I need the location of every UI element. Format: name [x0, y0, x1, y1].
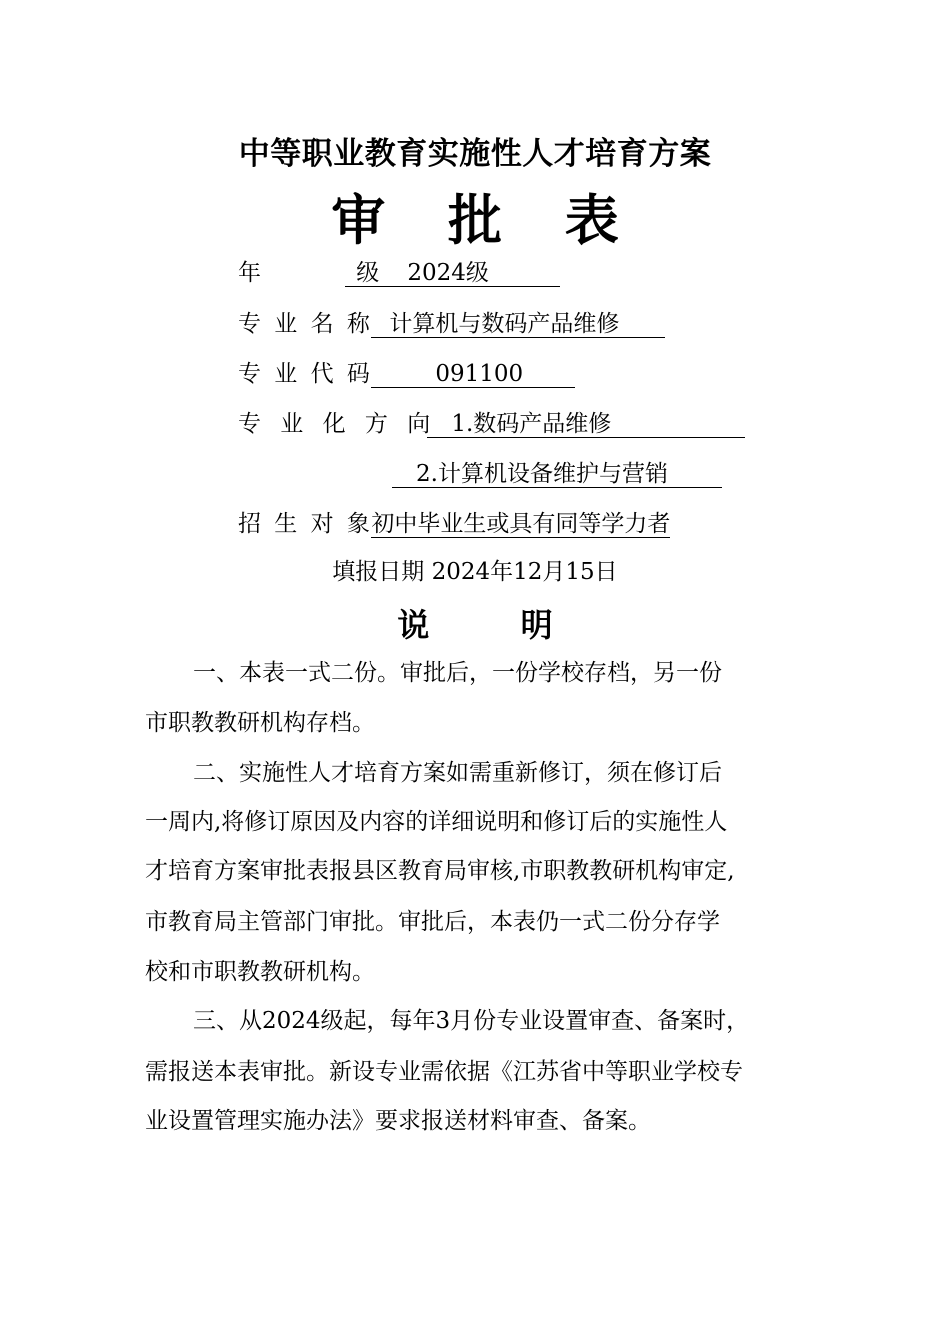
- major-name-value: 计算机与数码产品维修: [371, 311, 665, 338]
- grade-row: [238, 258, 560, 288]
- direction-row: [238, 409, 745, 439]
- note-3-line-3: 业设置管理实施办法》要求报送材料审查、备案。: [145, 1108, 651, 1134]
- major-code-label: 专 业 代 码: [238, 361, 373, 387]
- enroll-row: [238, 509, 670, 539]
- direction-2-value: 2.计算机设备维护与营销: [392, 461, 722, 488]
- note-2-line-1: 二、实施性人才培育方案如需重新修订，须在修订后: [193, 760, 722, 786]
- note-1-line-1: 一、本表一式二份。审批后，一份学校存档，另一份: [193, 660, 722, 686]
- enroll-label: 招 生 对 象: [238, 511, 373, 537]
- major-name-row: [238, 309, 665, 339]
- grade-value: 2024级: [345, 260, 560, 287]
- major-name-label: 专 业 名 称: [238, 311, 373, 337]
- note-2-line-4: 市教育局主管部门审批。审批后，本表仍一式二份分存学: [145, 909, 720, 935]
- note-2-line-3: 才培育方案审批表报县区教育局审核,市职教教研机构审定,: [145, 858, 735, 884]
- direction-1-value: 1.数码产品维修: [427, 411, 745, 438]
- enroll-value: 初中毕业生或具有同等学力者: [371, 511, 671, 537]
- note-3-line-2: 需报送本表审批。新设专业需依据《江苏省中等职业学校专: [145, 1059, 743, 1085]
- fill-date: 填报日期 2024年12月15日: [332, 559, 618, 585]
- grade-label: 年 级: [238, 260, 424, 286]
- document-title: 中等职业教育实施性人才培育方案: [238, 136, 712, 172]
- note-2-line-2: 一周内,将修订原因及内容的详细说明和修订后的实施性人: [145, 809, 728, 835]
- direction-row-2: [392, 459, 722, 489]
- major-code-value: 091100: [371, 361, 575, 388]
- note-3-line-1: 三、从2024级起，每年3月份专业设置审查、备案时，: [193, 1008, 750, 1034]
- direction-label: 专 业 化 方 向: [238, 411, 437, 437]
- notes-heading: 说 明: [397, 606, 593, 644]
- note-2-line-5: 校和市职教教研机构。: [145, 959, 375, 985]
- major-code-row: [238, 359, 575, 389]
- form-title: 审 批 表: [331, 189, 641, 252]
- note-1-line-2: 市职教教研机构存档。: [145, 710, 375, 736]
